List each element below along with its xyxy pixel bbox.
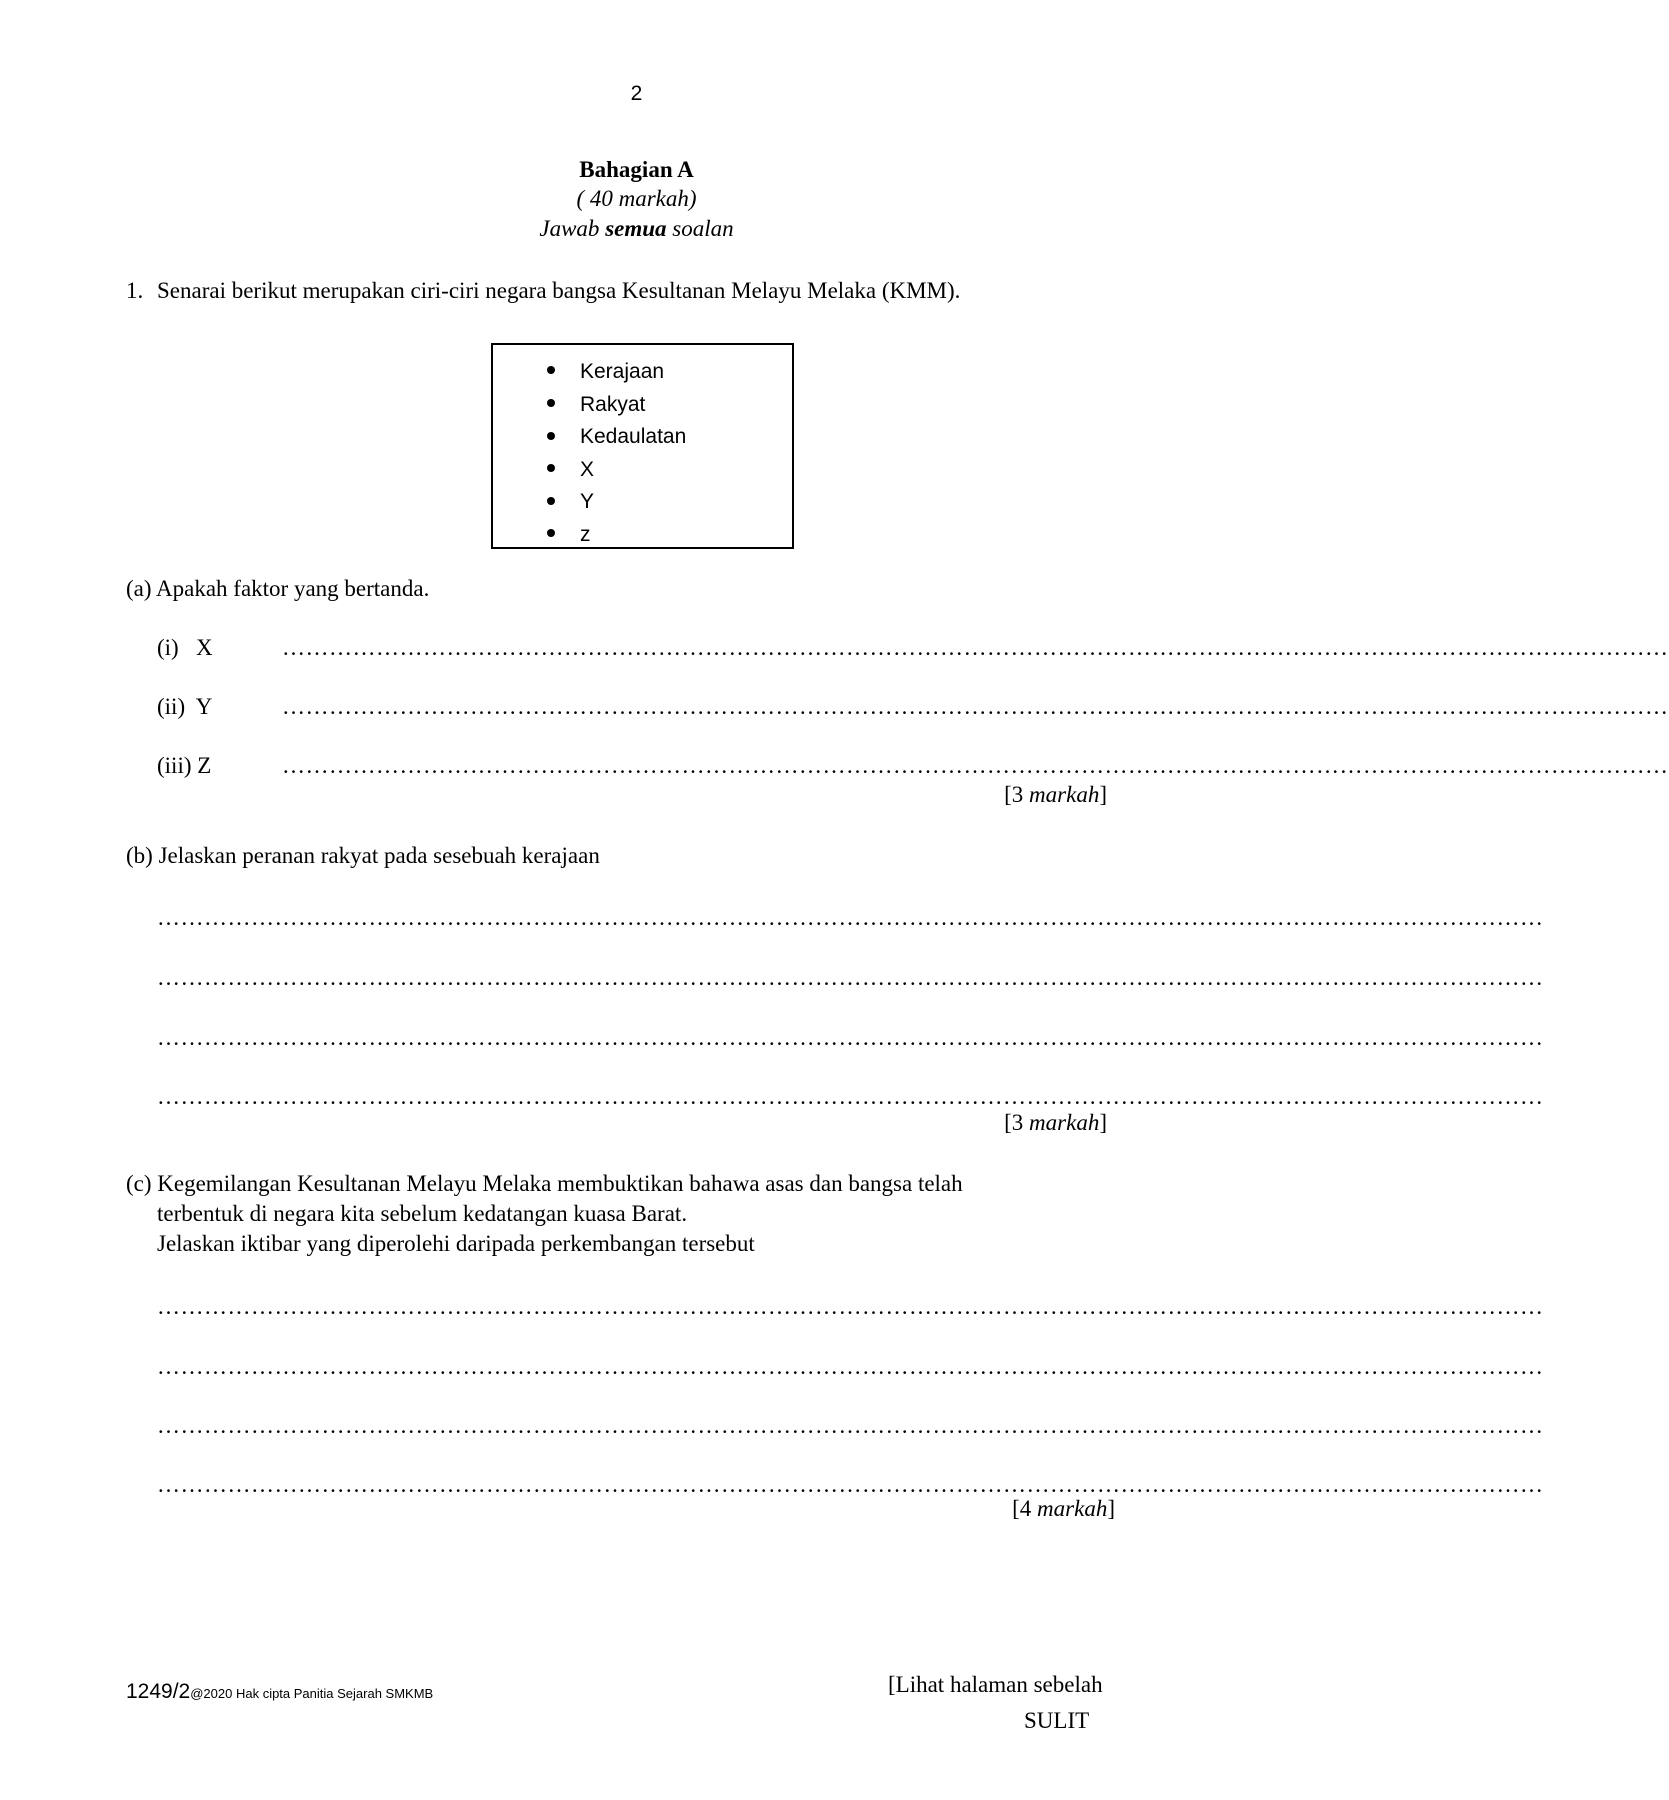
footer-paper-code bbox=[126, 1680, 433, 1704]
features-box bbox=[491, 343, 794, 549]
part-a-label-x: (i) X bbox=[157, 635, 213, 660]
feature-label: Kerajaan bbox=[580, 360, 665, 383]
page-number: 2 bbox=[630, 82, 643, 105]
classification-label: SULIT bbox=[1024, 1708, 1090, 1733]
question-number: 1. bbox=[126, 278, 144, 303]
next-page-note: [Lihat halaman sebelah bbox=[888, 1672, 1103, 1697]
bullet-icon bbox=[547, 399, 555, 407]
feature-label: Kedaulatan bbox=[580, 425, 687, 449]
marks-close: ] bbox=[1099, 782, 1107, 807]
section-marks: ( 40 markah) bbox=[576, 186, 697, 211]
instruction-emphasis: semua bbox=[605, 216, 667, 241]
answer-line-c3[interactable]: …………………………………………………………………………………………………………………………………………………………… bbox=[157, 1413, 1544, 1438]
feature-item bbox=[547, 486, 686, 519]
part-a-marks bbox=[1004, 782, 1107, 808]
answer-line-c4[interactable]: …………………………………………………………………………………………………………………………………………………………… bbox=[157, 1472, 1544, 1497]
part-c-marks bbox=[1012, 1496, 1115, 1522]
feature-item bbox=[547, 421, 686, 454]
feature-item bbox=[547, 519, 686, 552]
marks-close: ] bbox=[1099, 1110, 1107, 1135]
bullet-icon bbox=[547, 464, 555, 472]
feature-item bbox=[547, 454, 686, 487]
paper-code: 1249/2 bbox=[126, 1680, 191, 1703]
bullet-icon bbox=[547, 366, 555, 374]
feature-label: z bbox=[580, 522, 591, 546]
feature-label: Rakyat bbox=[580, 392, 646, 416]
answer-line-b3[interactable]: …………………………………………………………………………………………………………………………………………………………… bbox=[157, 1025, 1544, 1050]
answer-line-b1[interactable]: …………………………………………………………………………………………………………………………………………………………… bbox=[157, 905, 1544, 930]
bullet-icon bbox=[547, 529, 555, 537]
features-list bbox=[547, 356, 686, 552]
answer-line-c1[interactable]: …………………………………………………………………………………………………………………………………………………………… bbox=[157, 1294, 1544, 1319]
part-a-question: (a) Apakah faktor yang bertanda. bbox=[126, 576, 430, 601]
part-c-question-line3: Jelaskan iktibar yang diperolehi daripada perkembangan tersebut bbox=[157, 1231, 755, 1256]
answer-line-b4[interactable]: …………………………………………………………………………………………………………………………………………………………… bbox=[157, 1084, 1544, 1109]
part-c-question-line2: terbentuk di negara kita sebelum kedatangan kuasa Barat. bbox=[157, 1201, 688, 1226]
instruction-prefix: Jawab bbox=[539, 216, 606, 241]
bullet-icon bbox=[547, 497, 555, 505]
question-text: Senarai berikut merupakan ciri-ciri negara bangsa Kesultanan Melayu Melaka (KMM). bbox=[157, 278, 961, 303]
part-b-marks bbox=[1004, 1110, 1107, 1136]
part-a-label-y: (ii) Y bbox=[157, 694, 213, 719]
section-title: Bahagian A bbox=[579, 157, 694, 182]
feature-item bbox=[547, 356, 686, 389]
feature-label: Y bbox=[580, 490, 595, 514]
instruction-suffix: soalan bbox=[666, 216, 734, 241]
answer-line-x[interactable]: …………………………………………………………………………………………………………………………………………………………… bbox=[282, 635, 1669, 660]
answer-line-c2[interactable]: …………………………………………………………………………………………………………………………………………………………… bbox=[157, 1354, 1544, 1379]
marks-word: markah bbox=[1037, 1496, 1108, 1521]
answer-line-b2[interactable]: …………………………………………………………………………………………………………………………………………………………… bbox=[157, 965, 1544, 990]
marks-open: [3 bbox=[1004, 782, 1030, 807]
marks-close: ] bbox=[1107, 1496, 1115, 1521]
marks-word: markah bbox=[1029, 782, 1100, 807]
answer-line-y[interactable]: …………………………………………………………………………………………………………………………………………………………… bbox=[282, 694, 1669, 719]
bullet-icon bbox=[547, 432, 555, 440]
part-c-question-line1: (c) Kegemilangan Kesultanan Melayu Melaka membuktikan bahawa asas dan bangsa telah bbox=[126, 1171, 963, 1196]
marks-open: [3 bbox=[1004, 1110, 1030, 1135]
feature-label: X bbox=[580, 457, 595, 481]
part-a-label-z: (iii) Z bbox=[157, 753, 212, 778]
part-b-question: (b) Jelaskan peranan rakyat pada sesebuah kerajaan bbox=[126, 843, 600, 868]
section-instruction bbox=[0, 216, 1273, 242]
marks-open: [4 bbox=[1012, 1496, 1038, 1521]
feature-item bbox=[547, 389, 686, 422]
copyright-notice: @2020 Hak cipta Panitia Sejarah SMKMB bbox=[190, 1686, 434, 1701]
answer-line-z[interactable]: …………………………………………………………………………………………………………………………………………………………… bbox=[282, 753, 1669, 778]
marks-word: markah bbox=[1029, 1110, 1100, 1135]
